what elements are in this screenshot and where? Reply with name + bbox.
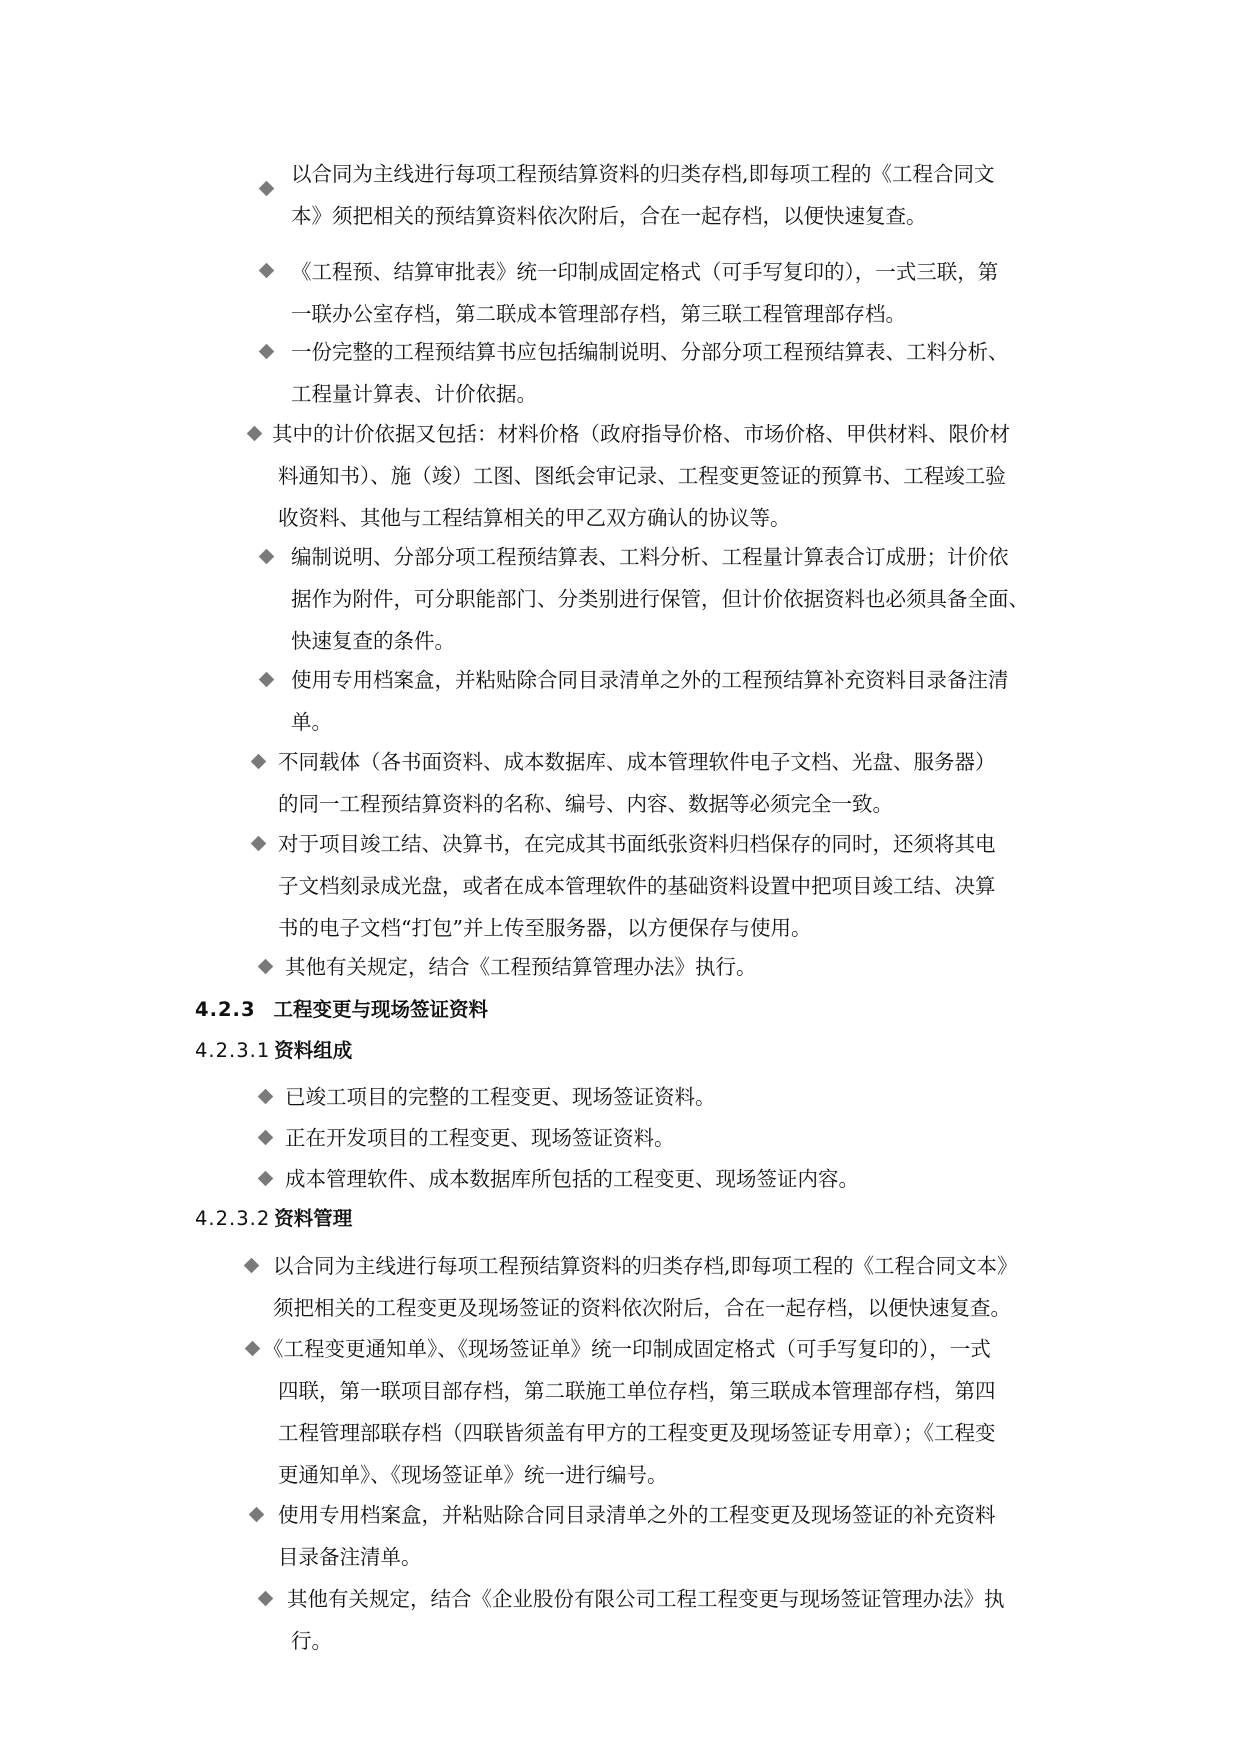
text-line: 快速复查的条件。: [291, 629, 455, 653]
section-title: 工程变更与现场签证资料: [273, 998, 489, 1021]
text-line: 不同载体（各书面资料、成本数据库、成本管理软件电子文档、光盘、服务器）: [278, 750, 996, 774]
text-line: 其他有关规定，结合《工程预结算管理办法》执行。: [285, 955, 757, 979]
text-line: 编制说明、分部分项工程预结算表、工料分析、工程量计算表合订成册；计价依: [291, 545, 1009, 569]
bullet-item: [250, 823, 996, 949]
text-line: 使用专用档案盒，并粘贴除合同目录清单之外的工程预结算补充资料目录备注清: [291, 668, 1009, 692]
subsection-number: 4.2.3.1: [195, 1039, 271, 1062]
text-line: 其他有关规定，结合《企业股份有限公司工程工程变更与现场签证管理办法》执: [287, 1587, 1005, 1611]
text-line: 本》须把相关的预结算资料依次附后，合在一起存档，以便快速复查。: [291, 204, 927, 228]
text-line: 以合同为主线进行每项工程预结算资料的归类存档,即每项工程的《工程合同文: [291, 162, 995, 186]
bullet-item: [250, 413, 1010, 539]
text-line: 单。: [291, 710, 332, 734]
text-line: 工程管理部联存档（四联皆须盖有甲方的工程变更及现场签证专用章）；《工程变: [278, 1421, 996, 1445]
text-line: 成本管理软件、成本数据库所包括的工程变更、现场签证内容。: [285, 1167, 859, 1191]
text-line: 料通知书）、施（竣）工图、图纸会审记录、工程变更签证的预算书、工程竣工验: [278, 464, 1006, 488]
bullet-item: [250, 741, 996, 825]
text-line: 目录备注清单。: [278, 1545, 422, 1569]
subsection-heading: [195, 1036, 352, 1066]
text-line: 以合同为主线进行每项工程预结算资料的归类存档,即每项工程的《工程合同文本》: [273, 1254, 1018, 1278]
bullet-item: [257, 536, 1029, 662]
text-line: 收资料、其他与工程结算相关的甲乙双方确认的协议等。: [278, 506, 791, 530]
text-line: 的同一工程预结算资料的名称、编号、内容、数据等必须完全一致。: [278, 792, 893, 816]
bullet-item: [257, 1578, 1005, 1662]
text-line: 使用专用档案盒，并粘贴除合同目录清单之外的工程变更及现场签证的补充资料: [278, 1503, 996, 1527]
bullet-item: [257, 659, 1009, 743]
text-line: 《工程预、结算审批表》统一印制成固定格式（可手写复印的），一式三联，第: [291, 260, 999, 284]
text-line: 更通知单》、《现场签证单》统一进行编号。: [278, 1463, 668, 1487]
text-line: 子文档刻录成光盘，或者在成本管理软件的基础资料设置中把项目竣工结、决算: [278, 874, 996, 898]
text-line: 正在开发项目的工程变更、现场签证资料。: [285, 1126, 675, 1150]
text-line: 须把相关的工程变更及现场签证的资料依次附后，合在一起存档，以便快速复查。: [273, 1296, 1011, 1320]
text-line: 一联办公室存档，第二联成本管理部存档，第三联工程管理部存档。: [291, 302, 906, 326]
bullet-item: [257, 1117, 675, 1159]
text-line: 据作为附件，可分职能部门、分类别进行保管，但计价依据资料也必须具备全面、: [291, 587, 1029, 611]
bullet-item: [257, 331, 1009, 415]
subsection-title: 资料管理: [274, 1207, 353, 1230]
subsection-heading: [195, 1204, 352, 1234]
text-line: 《工程变更通知单》、《现场签证单》统一印制成固定格式（可手写复印的），一式: [263, 1337, 991, 1361]
subsection-number: 4.2.3.2: [195, 1207, 271, 1230]
text-line: 其中的计价依据又包括：材料价格（政府指导价格、市场价格、甲供材料、限价材: [272, 422, 1010, 446]
section-number: 4.2.3: [195, 998, 256, 1021]
bullet-item: [245, 1494, 996, 1578]
text-line: 对于项目竣工结、决算书，在完成其书面纸张资料归档保存的同时，还须将其电: [278, 832, 996, 856]
bullet-item: [245, 1328, 996, 1496]
text-line: 已竣工项目的完整的工程变更、现场签证资料。: [285, 1085, 716, 1109]
bullet-item: [257, 946, 757, 988]
text-line: 一份完整的工程预结算书应包括编制说明、分部分项工程预结算表、工料分析、: [291, 340, 1009, 364]
section-heading: [195, 995, 488, 1025]
bullet-item: [257, 1158, 859, 1200]
text-line: 工程量计算表、计价依据。: [291, 382, 537, 406]
bullet-item: [257, 1076, 716, 1118]
bullet-item: [257, 153, 995, 237]
text-line: 四联，第一联项目部存档，第二联施工单位存档，第三联成本管理部存档，第四: [278, 1379, 996, 1403]
subsection-title: 资料组成: [274, 1039, 353, 1062]
text-line: 行。: [291, 1629, 332, 1653]
text-line: 书的电子文档“打包”并上传至服务器，以方便保存与使用。: [278, 916, 812, 940]
bullet-item: [257, 251, 998, 335]
bullet-item: [245, 1245, 1018, 1329]
